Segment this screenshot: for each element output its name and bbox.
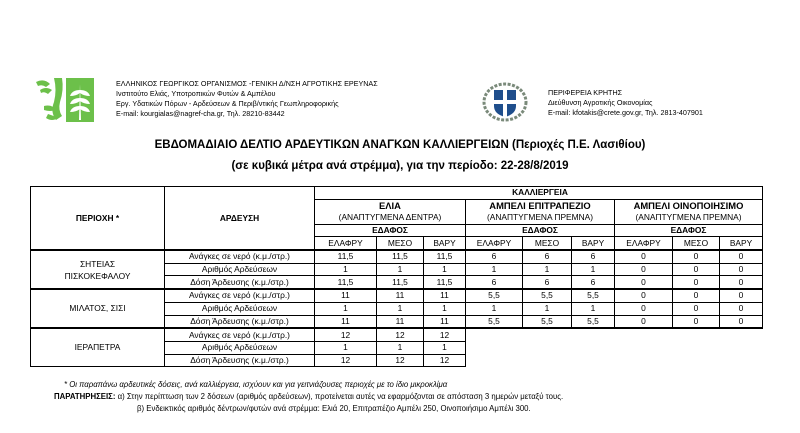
irrigation-table [30,186,763,367]
cell: 1 [377,263,424,276]
region-milatos: ΜΙΛΑΤΟΣ, ΣΙΣΙ [31,289,165,328]
cell: 1 [466,263,523,276]
cell: 1 [466,302,523,315]
cell: 11 [424,289,466,302]
table-row [31,250,763,263]
cell: 0 [673,315,720,328]
crop-table-grape: ΑΜΠΕΛΙ ΕΠΙΤΡΑΠΕΖΙΟ [466,199,615,212]
crop-olive: ΕΛΙΑ [315,199,466,212]
cell: 1 [572,302,615,315]
cell: 0 [615,302,673,315]
cell: 12 [377,328,424,341]
row-label: Αριθμός Αρδεύσεων [165,302,315,315]
remarks [54,391,563,402]
cell: 11,5 [377,250,424,263]
soil-label: ΕΔΑΦΟΣ [615,224,763,237]
crop-olive-sub: (ΑΝΑΠΤΥΓΜΕΝΑ ΔΕΝΤΡΑ) [315,212,466,225]
remark-b: β) Ενδεικτικός αριθμός δέντρων/φυτών ανά στρέμμα: Ελιά 20, Επιτραπέζιο Αμπέλι 250, Οινοποιήσιμο Αμπέλι 300. [137,404,531,413]
region-name-line: ΠΙΣΚΟΚΕΦΑΛΟΥ [64,270,131,281]
row-label: Αριθμός Αρδεύσεων [165,263,315,276]
right-org-info [548,88,703,118]
bulletin-title: ΕΒΔΟΜΑΔΙΑΙΟ ΔΕΛΤΙΟ ΑΡΔΕΥΤΙΚΩΝ ΑΝΑΓΚΩΝ ΚΑΛΛΙΕΡΓΕΙΩΝ (Περιοχές Π.Ε. Λασιθίου) [154,139,646,151]
cell: 0 [615,276,673,289]
cell: 5,5 [572,315,615,328]
demeter-logo-icon [34,76,96,124]
row-label: Ανάγκες σε νερό (κ.μ./στρ.) [165,289,315,302]
region-sitia [31,250,165,289]
cell: 11,5 [315,276,377,289]
soil-light: ΕΛΑΦΡΥ [466,237,523,250]
soil-label: ΕΔΑΦΟΣ [315,224,466,237]
soil-medium: ΜΕΣΟ [377,237,424,250]
cell: 0 [615,315,673,328]
elgo-logo [34,76,96,124]
row-label: Ανάγκες σε νερό (κ.μ./στρ.) [165,250,315,263]
cell: 6 [466,250,523,263]
cell: 11 [377,289,424,302]
crop-wine-grape: ΑΜΠΕΛΙ ΟΙΝΟΠΟΙΗΣΙΜΟ [615,199,763,212]
cell: 11 [424,315,466,328]
cell: 0 [720,263,763,276]
soil-medium: ΜΕΣΟ [523,237,572,250]
left-org-line: ΕΛΛΗΝΙΚΟΣ ΓΕΩΡΓΙΚΟΣ ΟΡΓΑΝΙΣΜΟΣ -ΓΕΝΙΚΗ Δ/ΝΣΗ ΑΓΡΟΤΙΚΗΣ ΕΡΕΥΝΑΣ [116,79,378,88]
row-label: Δόση Άρδευσης (κ.μ./στρ.) [165,354,315,367]
left-org-line: E-mail: kourgialas@nagref-cha.gr, Τηλ. 28210-83442 [116,109,285,118]
cell: 0 [673,302,720,315]
cell: 6 [523,250,572,263]
left-org-line: Εργ. Υδατικών Πόρων - Αρδεύσεων & Περιβ/ντικής Γεωπληροφορικής [116,99,339,108]
cell: 11 [315,289,377,302]
cell: 0 [720,315,763,328]
cell: 0 [720,250,763,263]
greek-emblem [482,82,528,122]
cell: 1 [315,341,377,354]
cell: 1 [424,341,466,354]
cell: 1 [377,341,424,354]
cell: 12 [315,328,377,341]
cell: 0 [615,250,673,263]
crop-wine-grape-sub: (ΑΝΑΠΤΥΓΜΕΝΑ ΠΡΕΜΝΑ) [615,212,763,225]
cell: 0 [673,250,720,263]
soil-heavy: ΒΑΡΥ [572,237,615,250]
cell: 0 [720,276,763,289]
cell: 6 [523,276,572,289]
row-label: Δόση Άρδευσης (κ.μ./στρ.) [165,276,315,289]
left-org-info [116,79,378,119]
cell: 5,5 [572,289,615,302]
cell: 1 [377,302,424,315]
cell: 0 [615,263,673,276]
cell: 5,5 [466,315,523,328]
footnote: * Οι παραπάνω αρδευτικές δόσεις, ανά καλλιέργεια, ισχύουν και για γειτνιάζουσες περιοχές με το ίδιο μικροκλίμα [64,380,448,389]
row-label: Αριθμός Αρδεύσεων [165,341,315,354]
cell: 1 [424,263,466,276]
cell: 5,5 [523,315,572,328]
cell: 12 [315,354,377,367]
cell: 0 [673,289,720,302]
cell: 0 [673,263,720,276]
cell: 5,5 [523,289,572,302]
coat-of-arms-icon [482,82,528,122]
right-org-line: ΠΕΡΙΦΕΡΕΙΑ ΚΡΗΤΗΣ [548,88,623,97]
cell: 6 [466,276,523,289]
cell: 5,5 [466,289,523,302]
right-org-line: E-mail: kfotakis@crete.gov.gr, Τηλ. 2813-407901 [548,108,703,117]
right-org-line: Διεύθυνση Αγροτικής Οικονομίας [548,98,653,107]
row-label: Ανάγκες σε νερό (κ.μ./στρ.) [165,328,315,341]
cell: 11,5 [424,276,466,289]
cell: 11,5 [424,250,466,263]
soil-heavy: ΒΑΡΥ [720,237,763,250]
cell: 0 [720,302,763,315]
cell: 11,5 [377,276,424,289]
crop-table-grape-sub: (ΑΝΑΠΤΥΓΜΕΝΑ ΠΡΕΜΝΑ) [466,212,615,225]
cell: 0 [673,276,720,289]
soil-light: ΕΛΑΦΡΥ [315,237,377,250]
cell: 1 [523,263,572,276]
cell: 0 [615,289,673,302]
soil-light: ΕΛΑΦΡΥ [615,237,673,250]
header-crops: ΚΑΛΛΙΕΡΓΕΙΑ [466,187,615,200]
cell: 12 [424,328,466,341]
region-name-line: ΣΗΤΕΙΑΣ [79,258,116,269]
remark-a: α) Στην περίπτωση των 2 δόσεων (αριθμός αρδεύσεων), προτείνεται αυτές να εφαρμόζονται σε απόσταση 3 ημερών μεταξύ τους. [117,392,564,401]
remarks-label: ΠΑΡΑΤΗΡΗΣΕΙΣ: [54,392,116,401]
bulletin-subtitle: (σε κυβικά μέτρα ανά στρέμμα), για την περίοδο: 22-28/8/2019 [231,160,569,172]
cell: 11 [315,315,377,328]
soil-medium: ΜΕΣΟ [673,237,720,250]
cell: 12 [377,354,424,367]
cell: 6 [572,276,615,289]
cell: 1 [424,302,466,315]
cell: 11 [377,315,424,328]
cell: 12 [424,354,466,367]
region-ierapetra: ΙΕΡΑΠΕΤΡΑ [31,328,165,367]
cell: 1 [315,302,377,315]
cell: 1 [523,302,572,315]
cell: 0 [720,289,763,302]
header-irrigation: ΑΡΔΕΥΣΗ [165,187,315,251]
cell: 6 [572,250,615,263]
soil-label: ΕΔΑΦΟΣ [466,224,615,237]
table-row [31,328,763,341]
soil-heavy: ΒΑΡΥ [424,237,466,250]
cell: 11,5 [315,250,377,263]
header-region: ΠΕΡΙΟΧΗ * [31,187,165,251]
left-org-line: Ινστιτούτο Ελιάς, Υποτροπικών Φυτών & Αμπέλου [116,89,276,98]
cell: 1 [572,263,615,276]
row-label: Δόση Άρδευσης (κ.μ./στρ.) [165,315,315,328]
cell: 1 [315,263,377,276]
table-row [31,289,763,302]
